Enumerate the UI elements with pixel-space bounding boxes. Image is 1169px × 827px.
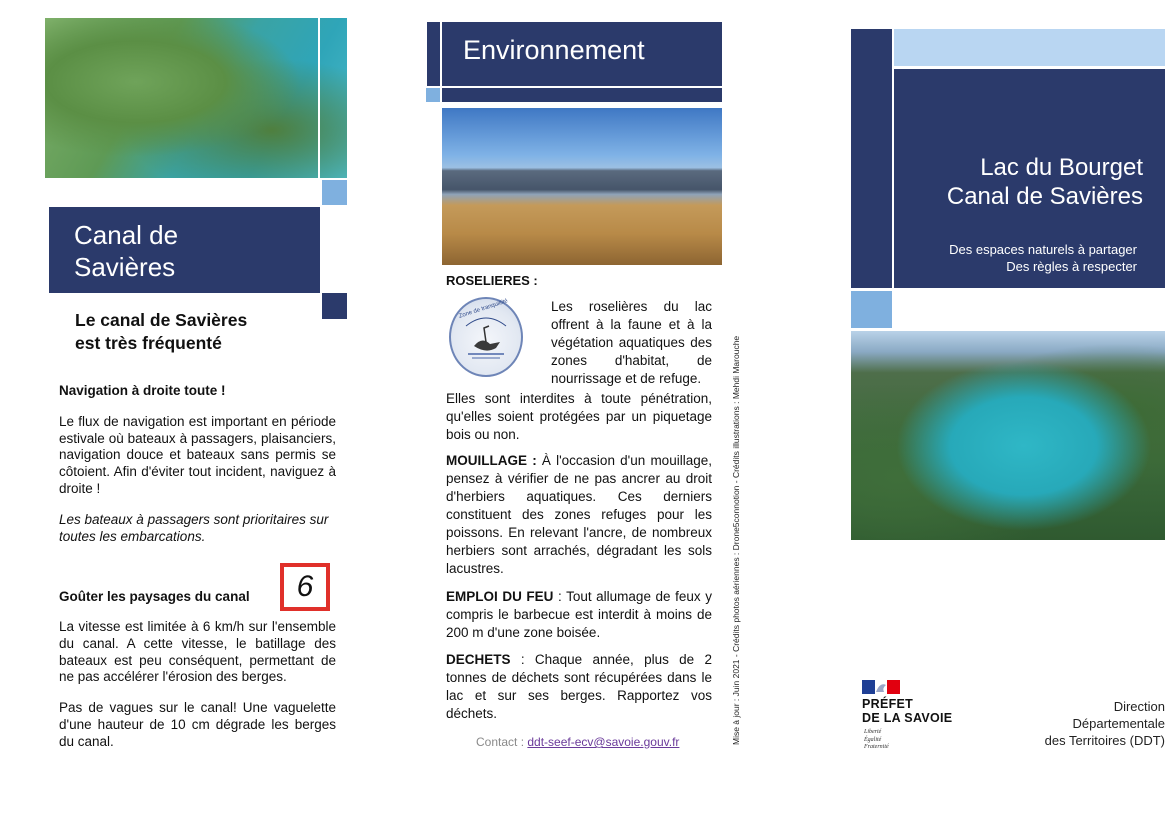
accent-square [851, 291, 892, 328]
motto-egalite: Égalité [864, 736, 882, 743]
french-flag-icon [862, 680, 900, 694]
canal-aerial-photo [45, 18, 347, 178]
cover-title-line2: Canal de Savières [946, 183, 1143, 210]
contact-email-link[interactable]: ddt-seef-ecv@savoie.gouv.fr [527, 735, 680, 749]
cover-top-strip [894, 29, 1165, 66]
feu-section [446, 588, 712, 642]
speed-body: La vitesse est limitée à 6 km/h sur l'ensemble du canal. A cette vitesse, le batillage des bateaux est peu conséquent, permettant de ne pas accélérer l'érosion des berges. [59, 619, 336, 685]
roselieres-heading: ROSELIERES : [446, 273, 538, 288]
contact-label: Contact : [476, 735, 525, 749]
mouillage-section [446, 452, 712, 578]
reeds-photo [442, 108, 722, 265]
prefet-line2: DE LA SAVOIE [862, 711, 953, 725]
nav-body: Le flux de navigation est important en période estivale où bateaux à passagers, plaisanciers, navigation douce et bateaux sans permis se côtoient. Afin d'éviter tout incident, naviguez à droite ! [59, 413, 336, 496]
speed-limit-sign [280, 563, 330, 611]
motto-fraternite: Fraternité [864, 744, 889, 750]
canal-title-banner [49, 207, 320, 293]
speed-heading: Goûter les paysages du canal [59, 589, 250, 604]
cover-tagline1: Des espaces naturels à partager [949, 242, 1137, 257]
contact-line [476, 735, 679, 749]
mouillage-body: À l'occasion d'un mouillage, pensez à vérifier de ne pas ancrer au droit d'herbiers aquatiques. Ces derniers constituent des zones refuges pour les poissons. En relevant l'ancre, de nombreux herbiers sont arrachés, dégradant les sols lacustres. [446, 453, 712, 576]
nav-heading: Navigation à droite toute ! [59, 383, 226, 398]
motto-liberte: Liberté [864, 729, 882, 735]
waves-body: Pas de vagues sur le canal! Une vaguelette d'une hauteur de 10 cm dégrade les berges du canal. [59, 700, 336, 749]
ddt-line2: Départementale [1072, 716, 1165, 731]
cover-title-banner [894, 69, 1165, 288]
environment-title: Environnement [463, 35, 645, 65]
canal-subtitle: Le canal de Savières est très fréquenté [75, 310, 248, 353]
environment-banner [427, 22, 722, 86]
photo-divider [318, 18, 320, 178]
prefet-line1: PRÉFET [862, 697, 914, 711]
dechets-section [446, 651, 712, 723]
feu-body: : Tout allumage de feux y compris le barbecue est interdit à moins de 200 m d'une zone boisée. [446, 589, 712, 640]
canal-title: Canal de Savières [74, 220, 179, 282]
tranquility-logo-label: Zone de tranquillité [458, 298, 509, 320]
banner-strip [442, 88, 722, 102]
cover-tagline2: Des règles à respecter [1006, 259, 1137, 274]
feu-heading: EMPLOI DU FEU [446, 589, 554, 604]
banner-divider [440, 22, 442, 86]
roselieres-body-b: Elles sont interdites à toute pénétration, qu'elles soient protégées par un piquetage bois ou non. [446, 391, 712, 442]
ddt-block [1045, 698, 1165, 749]
dechets-body: : Chaque année, plus de 2 tonnes de déchets sont récupérées dans le lac et sur ses berges. Rapportez vos déchets. [446, 652, 712, 721]
speed-text [59, 619, 336, 751]
dechets-heading: DECHETS [446, 652, 511, 667]
accent-square [322, 293, 347, 319]
cover-left-bar [851, 29, 892, 288]
roselieres-body-a: Les roselières du lac offrent à la faune et à la végétation aquatiques des zones d'habitat, de nourrissage et de refuge. [551, 299, 712, 386]
ddt-line3: des Territoires (DDT) [1044, 733, 1165, 748]
cover-title-line1: Lac du Bourget [980, 154, 1143, 181]
accent-square [426, 88, 440, 102]
speed-limit-value: 6 [296, 570, 314, 603]
accent-square [322, 180, 347, 205]
nav-priority: Les bateaux à passagers sont prioritaires sur toutes les embarcations. [59, 511, 329, 544]
lake-aerial-photo [851, 331, 1165, 540]
left-column-text [59, 383, 336, 545]
marianne-logo [862, 680, 900, 694]
republic-motto [864, 729, 889, 752]
mouillage-heading: MOUILLAGE : [446, 453, 537, 468]
ddt-line1: Direction [1113, 699, 1165, 714]
photo-credit: Mise à jour : Juin 2021 - Crédits photos aériennes : Drone5connotion - Crédits illustrations : Mehdi Marouche [731, 335, 741, 745]
